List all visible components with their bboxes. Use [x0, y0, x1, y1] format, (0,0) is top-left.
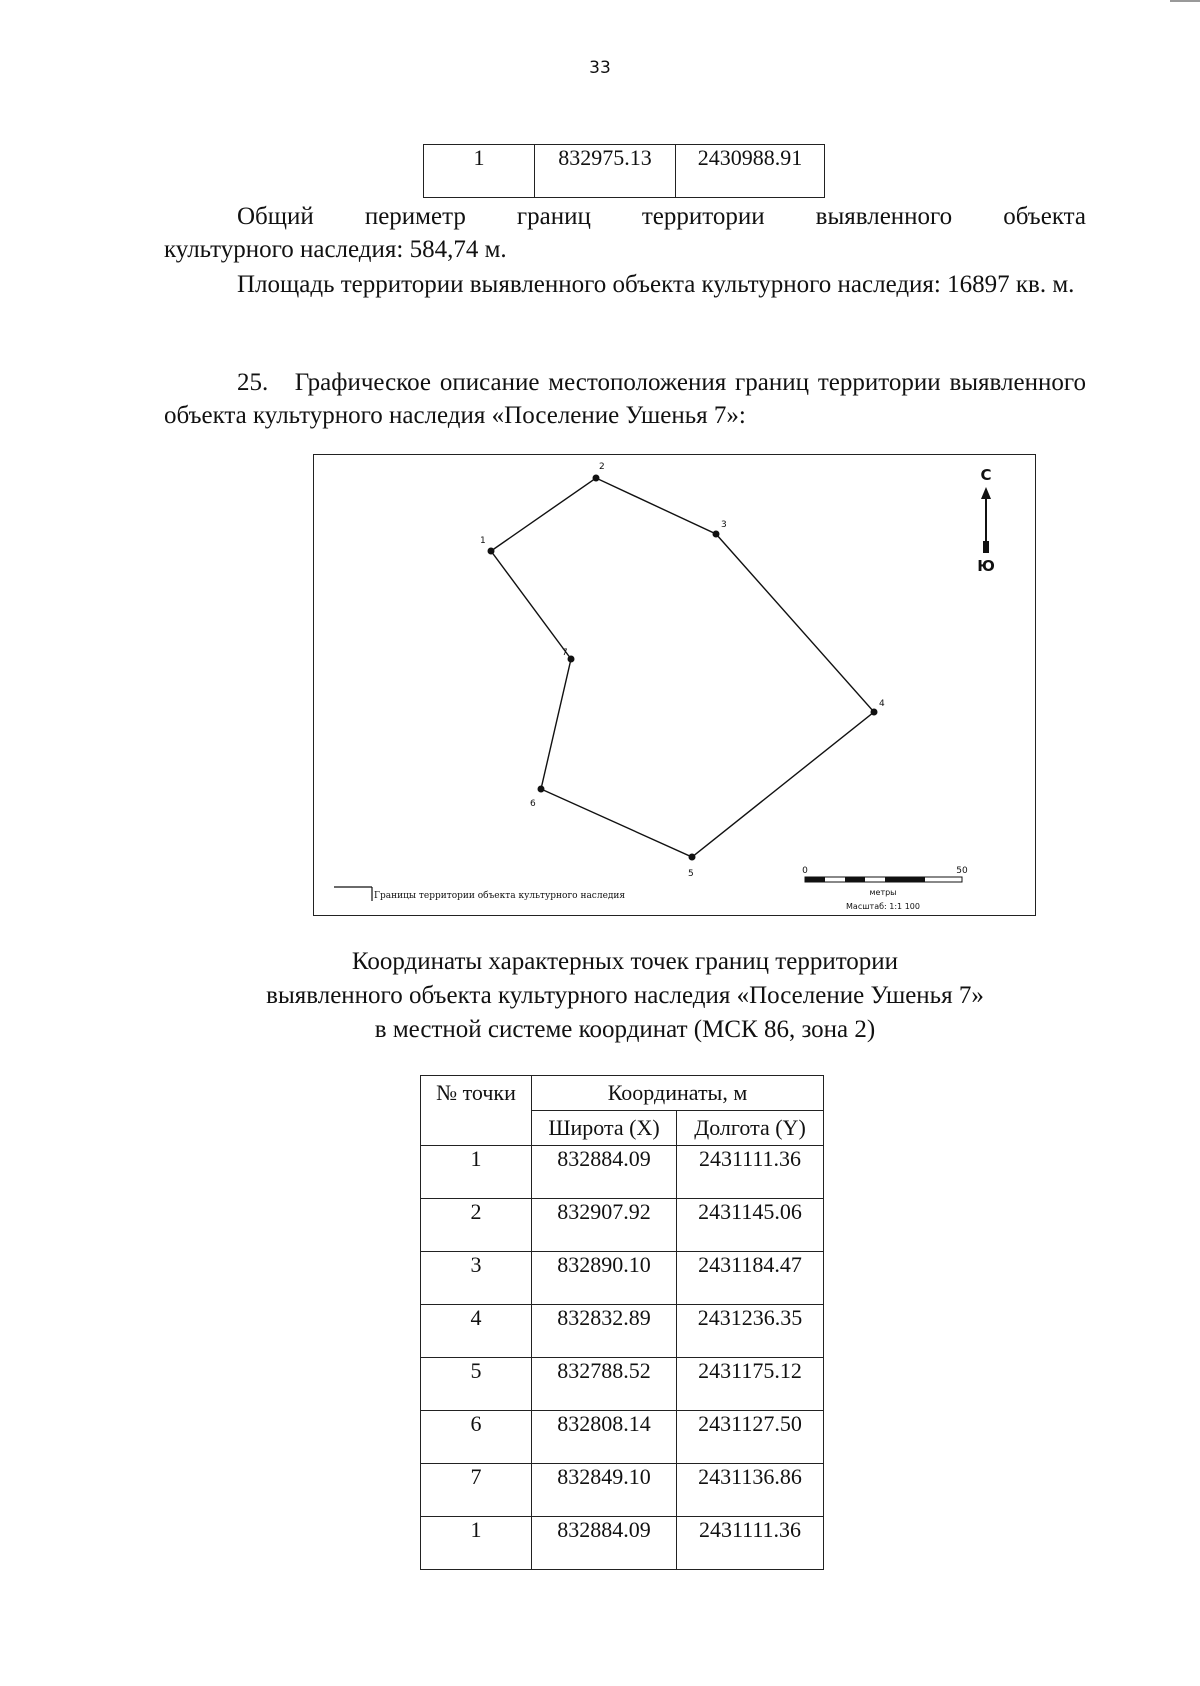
vertex-7 — [568, 656, 575, 663]
corner-mark — [1170, 0, 1200, 2]
y-cell: 2431184.47 — [677, 1252, 824, 1305]
map-drawing — [314, 455, 1034, 914]
section-number: 25. — [237, 369, 269, 396]
y-cell: 2431136.86 — [677, 1464, 824, 1517]
vertex-5 — [689, 854, 696, 861]
legend-text: Границы территории объекта культурного наследия — [374, 891, 626, 901]
vertex-label: 6 — [530, 799, 536, 809]
table-row — [421, 1411, 824, 1464]
north-arrow-icon — [977, 466, 995, 575]
scale-start-label: 0 — [802, 866, 808, 876]
vertex-2 — [593, 475, 600, 482]
table-row — [421, 1199, 824, 1252]
header-lat: Широта (X) — [532, 1111, 677, 1146]
table-row — [421, 1358, 824, 1411]
header-coords: Координаты, м — [532, 1076, 824, 1111]
y-cell: 2431145.06 — [677, 1199, 824, 1252]
vertex-label: 2 — [599, 462, 605, 472]
point-cell: 5 — [421, 1358, 532, 1411]
page-number: 33 — [589, 58, 611, 78]
vertex-6 — [538, 786, 545, 793]
table-row — [421, 1305, 824, 1358]
scale-bar — [802, 866, 968, 911]
table-row — [421, 1146, 824, 1199]
scale-end-label: 50 — [956, 866, 968, 876]
x-cell: 832975.13 — [535, 145, 676, 198]
point-cell: 2 — [421, 1199, 532, 1252]
map-legend — [334, 887, 625, 901]
table-row — [424, 145, 825, 198]
vertex-3 — [713, 531, 720, 538]
vertex-label: 7 — [562, 648, 568, 658]
vertex-4 — [871, 709, 878, 716]
y-cell: 2431111.36 — [677, 1146, 824, 1199]
point-cell: 1 — [424, 145, 535, 198]
vertex-labels — [480, 462, 885, 879]
coordinates-table — [420, 1075, 824, 1570]
scale-ratio-label: Масштаб: 1:1 100 — [846, 902, 920, 911]
perimeter-line-2: культурного наследия: 584,74 м. — [164, 236, 507, 263]
y-cell: 2430988.91 — [676, 145, 825, 198]
y-cell: 2431127.50 — [677, 1411, 824, 1464]
word: периметр — [364, 203, 466, 230]
perimeter-paragraph — [164, 200, 1086, 266]
table-row — [421, 1517, 824, 1570]
vertex-label: 5 — [688, 869, 694, 879]
point-cell: 1 — [421, 1517, 532, 1570]
perimeter-line-1 — [164, 200, 1086, 233]
table-row — [421, 1252, 824, 1305]
section-text: Графическое описание местоположения границ территории выявленного объекта культурного наследия «Поселение Ушенья 7»: — [164, 369, 1086, 429]
boundary-map — [313, 454, 1036, 916]
y-cell: 2431175.12 — [677, 1358, 824, 1411]
table-header-row — [421, 1076, 824, 1111]
point-cell: 4 — [421, 1305, 532, 1358]
south-label: Ю — [977, 557, 995, 575]
x-cell: 832788.52 — [532, 1358, 677, 1411]
header-lon: Долгота (Y) — [677, 1111, 824, 1146]
north-label: С — [980, 466, 992, 484]
x-cell: 832884.09 — [532, 1146, 677, 1199]
area-paragraph: Площадь территории выявленного объекта культурного наследия: 16897 кв. м. — [237, 271, 1075, 298]
scale-units-label: метры — [869, 888, 897, 897]
y-cell: 2431236.35 — [677, 1305, 824, 1358]
previous-coordinates-table — [423, 144, 825, 198]
word: выявленного — [815, 203, 953, 230]
point-cell: 6 — [421, 1411, 532, 1464]
section-25-paragraph — [164, 366, 1086, 432]
x-cell: 832808.14 — [532, 1411, 677, 1464]
x-cell: 832849.10 — [532, 1464, 677, 1517]
header-point: № точки — [421, 1076, 532, 1146]
y-cell: 2431111.36 — [677, 1517, 824, 1570]
point-cell: 1 — [421, 1146, 532, 1199]
territory-boundary — [491, 478, 874, 857]
caption-line: выявленного объекта культурного наследия «Поселение Ушенья 7» — [266, 982, 984, 1009]
word: Общий — [237, 203, 314, 230]
vertex-label: 3 — [721, 520, 727, 530]
caption-line: Координаты характерных точек границ территории — [351, 948, 899, 975]
point-cell: 7 — [421, 1464, 532, 1517]
word: объекта — [1003, 203, 1086, 230]
word: территории — [641, 203, 765, 230]
word: границ — [516, 203, 591, 230]
caption-line: в местной системе координат (МСК 86, зона 2) — [374, 1016, 876, 1043]
vertex-label: 4 — [879, 699, 885, 709]
x-cell: 832907.92 — [532, 1199, 677, 1252]
vertex-label: 1 — [480, 536, 486, 546]
boundary-vertices — [488, 475, 878, 861]
vertex-1 — [488, 548, 495, 555]
x-cell: 832884.09 — [532, 1517, 677, 1570]
x-cell: 832832.89 — [532, 1305, 677, 1358]
point-cell: 3 — [421, 1252, 532, 1305]
x-cell: 832890.10 — [532, 1252, 677, 1305]
table-row — [421, 1464, 824, 1517]
coordinates-caption — [164, 945, 1086, 1047]
